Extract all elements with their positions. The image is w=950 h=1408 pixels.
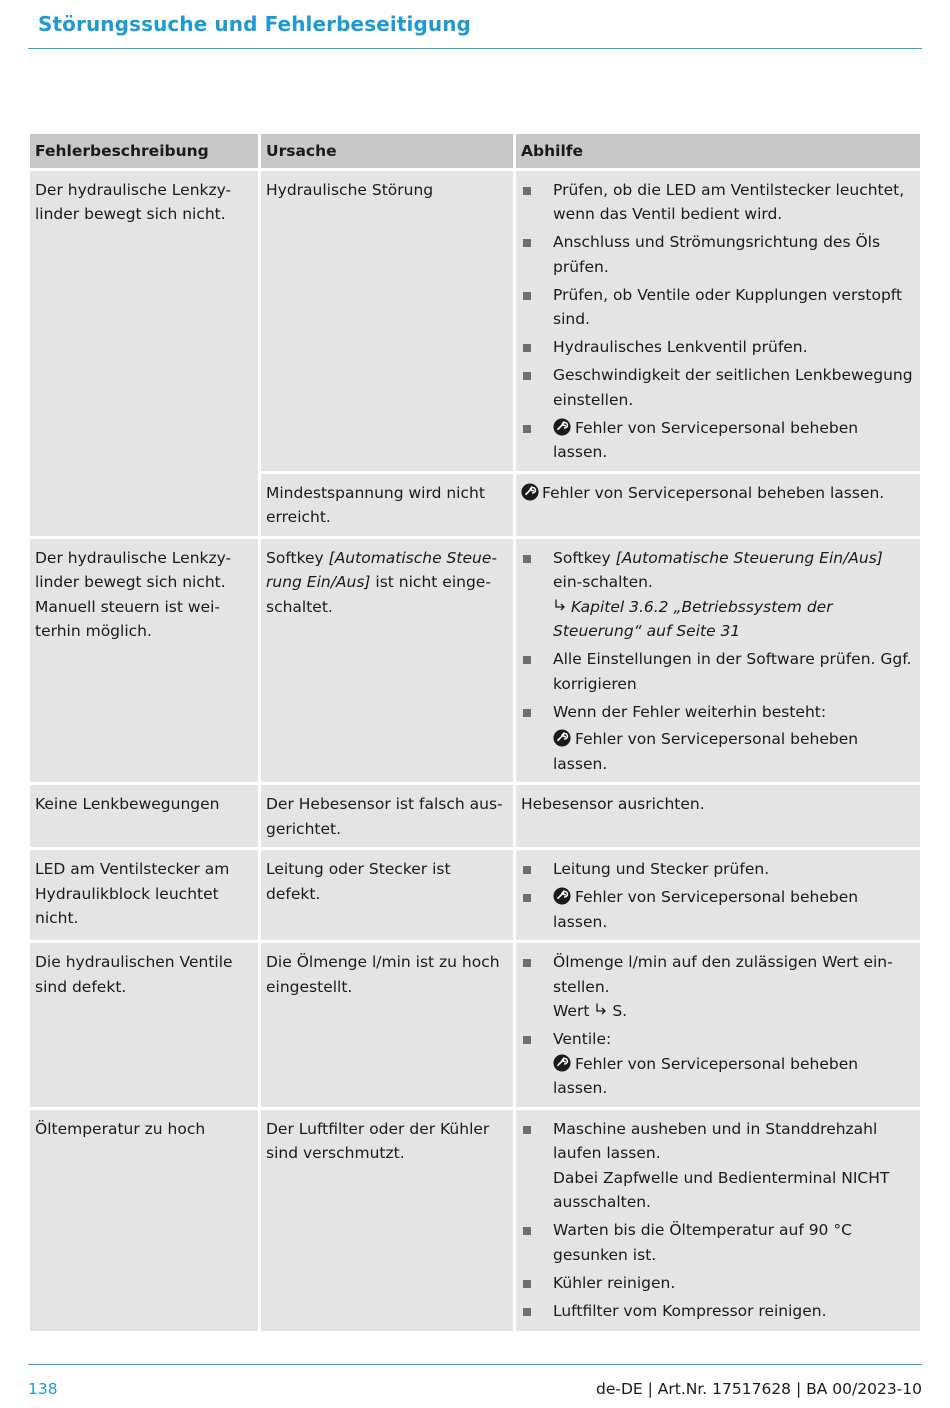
sub-row	[261, 474, 920, 536]
list-item: Warten bis die Öltemperatur auf 90 °C gesunken ist.	[521, 1218, 915, 1267]
service-icon	[553, 418, 571, 436]
cause-text: Der Hebesensor ist falsch aus-gerichtet.	[261, 785, 513, 847]
page-number: 138	[28, 1380, 58, 1398]
service-icon	[521, 483, 539, 501]
fault-description: Der hydraulische Lenkzy-linder bewegt sich nicht. Manuell steuern ist wei-terhin möglich.	[30, 539, 258, 783]
remedy-cell	[516, 1110, 920, 1332]
cause-text: Hydraulische Störung	[261, 171, 513, 471]
remedy-cell	[516, 943, 920, 1107]
fault-description: Keine Lenkbewegungen	[30, 785, 258, 847]
cause-cell	[261, 539, 513, 783]
list-item: Luftfilter vom Kompressor reinigen.	[521, 1299, 915, 1324]
service-text: Fehler von Servicepersonal beheben lassen.	[553, 888, 859, 931]
value-reference-post: S.	[612, 1002, 628, 1020]
softkey-reference: [Automatische Steue-rung Ein/Aus]	[266, 548, 497, 591]
table-row	[30, 171, 920, 536]
service-text: Fehler von Servicepersonal beheben lassen.	[542, 483, 885, 502]
cause-text: Der Luftfilter oder der Kühler sind verschmutzt.	[261, 1110, 513, 1332]
list-item	[521, 416, 915, 465]
service-line	[553, 727, 915, 776]
table-row	[30, 850, 920, 940]
list-item	[521, 885, 915, 934]
value-reference-pre: Wert	[553, 1002, 590, 1020]
service-icon	[553, 729, 571, 747]
list-item: Leitung und Stecker prüfen.	[521, 857, 915, 882]
table-row	[30, 943, 920, 1107]
list-item: Prüfen, ob die LED am Ventilstecker leuchtet, wenn das Ventil bedient wird.	[521, 178, 915, 227]
cause-remedy-group	[261, 171, 920, 536]
cause-post: ist nicht einge-schaltet.	[266, 573, 491, 616]
fix-text: Wenn der Fehler weiterhin besteht:	[553, 702, 827, 721]
document-info: de-DE | Art.Nr. 17517628 | BA 00/2023-10	[596, 1380, 922, 1398]
list-item	[521, 546, 915, 644]
reference-arrow-icon	[553, 598, 569, 614]
list-item	[521, 1117, 915, 1215]
service-text: Fehler von Servicepersonal beheben lassen.	[553, 730, 859, 773]
fault-description: Öltemperatur zu hoch	[30, 1110, 258, 1332]
reference-arrow-icon	[594, 1002, 610, 1018]
table-row	[30, 1110, 920, 1332]
list-item	[521, 700, 915, 777]
service-icon	[553, 887, 571, 905]
cause-text: Die Ölmenge l/min ist zu hoch eingestellt.	[261, 943, 513, 1107]
list-item: Anschluss und Strömungsrichtung des Öls prüfen.	[521, 230, 915, 279]
remedy-list	[521, 950, 915, 1101]
column-header-description: Fehlerbeschreibung	[30, 134, 258, 168]
fault-description: LED am Ventilstecker am Hydraulikblock leuchtet nicht.	[30, 850, 258, 940]
remedy-list	[521, 857, 915, 934]
list-item: Prüfen, ob Ventile oder Kupplungen verstopft sind.	[521, 283, 915, 332]
column-header-cause: Ursache	[261, 134, 513, 168]
list-item: Hydraulisches Lenkventil prüfen.	[521, 335, 915, 360]
column-header-remedy: Abhilfe	[516, 134, 920, 168]
page-footer	[28, 1364, 922, 1404]
table-row	[30, 539, 920, 783]
remedy-cell	[516, 474, 920, 536]
page-header	[28, 6, 922, 49]
table-header-row	[30, 134, 920, 168]
fault-description-text: Der hydraulische Lenkzy-linder bewegt sich nicht.	[35, 180, 232, 223]
cause-text: Leitung oder Stecker ist defekt.	[261, 850, 513, 940]
fault-description: Die hydraulischen Ventile sind defekt.	[30, 943, 258, 1107]
remedy-text: Hebesensor ausrichten.	[516, 785, 920, 847]
chapter-reference-link[interactable]	[553, 595, 915, 644]
service-icon	[553, 1054, 571, 1072]
remedy-list	[521, 546, 915, 777]
value-reference[interactable]	[553, 999, 915, 1024]
cause-pre: Softkey	[266, 548, 329, 567]
list-item: Kühler reinigen.	[521, 1271, 915, 1296]
chapter-reference-text: Kapitel 3.6.2 „Betriebssystem der Steuerung“ auf Seite 31	[553, 597, 833, 640]
fix-text: Ölmenge l/min auf den zulässigen Wert ein-stellen.	[553, 953, 893, 996]
softkey-reference: [Automatische Steuerung Ein/Aus]	[615, 548, 883, 567]
fix-text: Ventile:	[553, 1030, 612, 1048]
fault-description	[30, 171, 258, 536]
sub-row	[261, 171, 920, 471]
list-item	[521, 1027, 915, 1101]
cause-text: Mindestspannung wird nicht erreicht.	[261, 474, 513, 536]
remedy-list	[521, 178, 915, 465]
fix-post: ein-schalten.	[553, 573, 653, 591]
list-item	[521, 950, 915, 1024]
remedy-cell	[516, 171, 920, 471]
fix-pre: Softkey	[553, 548, 616, 567]
service-text: Fehler von Servicepersonal beheben lassen.	[553, 418, 859, 461]
remedy-cell	[516, 539, 920, 783]
service-line	[553, 1052, 915, 1101]
troubleshooting-table	[30, 134, 920, 1334]
fix-note: Dabei Zapfwelle und Bedienterminal NICHT ausschalten.	[553, 1168, 890, 1211]
remedy-list	[521, 1117, 915, 1324]
page-title: Störungssuche und Fehlerbeseitigung	[38, 12, 471, 36]
table-row	[30, 785, 920, 847]
service-text: Fehler von Servicepersonal beheben lassen.	[553, 1054, 859, 1097]
remedy-cell	[516, 850, 920, 940]
list-item: Geschwindigkeit der seitlichen Lenkbewegung einstellen.	[521, 363, 915, 412]
list-item: Alle Einstellungen in der Software prüfen. Ggf. korrigieren	[521, 647, 915, 696]
fix-text: Maschine ausheben und in Standdrehzahl laufen lassen.	[553, 1119, 878, 1162]
